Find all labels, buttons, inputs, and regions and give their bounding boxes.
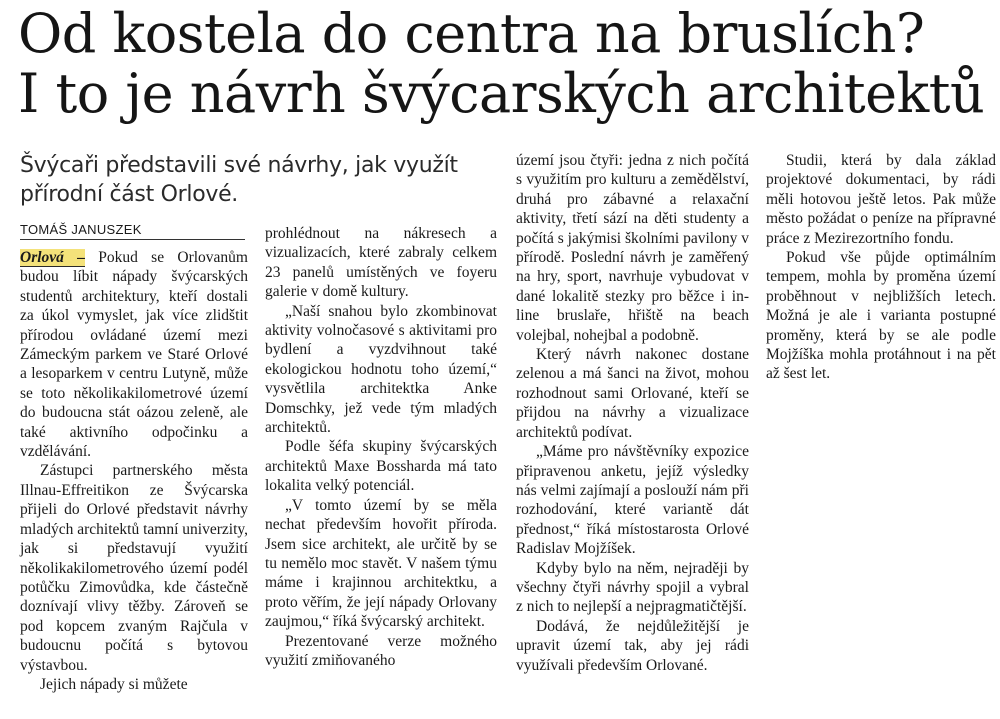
- paragraph: [20, 248, 248, 461]
- paragraph: Prezentované verze možného využití zmiňovaného: [265, 632, 497, 669]
- headline-line-2: I to je návrh švýcarských architektů: [18, 62, 985, 125]
- paragraph: Pokud vše půjde optimálním tempem, mohla by proměna území proběhnout v nejbližších letech. Možná je ale i varianta postupné proměny, která by se ale podle Mojžíška mohla protáhnout i na pět až šest let.: [766, 249, 996, 383]
- paragraph: Dodává, že nejdůležitější je upravit území tak, aby jej rádi využívali především Orlované.: [516, 617, 749, 674]
- column-2: [265, 224, 497, 670]
- paragraph: Podle šéfa skupiny švýcarských architektů Maxe Bossharda má tato lokalita velký potenciál.: [265, 438, 497, 495]
- column-4: [766, 151, 996, 384]
- headline-line-1: Od kostela do centra na bruslích?: [18, 2, 925, 65]
- lead-paragraph: Švýcaři představili své návrhy, jak využít přírodní část Orlové.: [20, 153, 458, 207]
- column-1: [20, 248, 248, 694]
- paragraph: Jejich nápady si můžete: [40, 675, 188, 693]
- column-3: [516, 151, 749, 675]
- paragraph: Který návrh nakonec dostane zelenou a má šanci na život, mohou rozhodnout sami Orlované, kteří se přijdou na návrhy a vizualizace architektů podívat.: [516, 346, 749, 441]
- paragraph: prohlédnout na nákresech a vizualizacích, které zabraly celkem 23 panelů umístěných ve foyeru galerie v domě kultury.: [265, 225, 497, 301]
- paragraph: území jsou čtyři: jedna z nich počítá s využitím pro kulturu a zemědělství, druhá pro zábavné a relaxační aktivity, třetí sází na děti studenty a počítá s jakýmisi školními pavilony v přírodě. Poslední návrh je zaměřený na hry, sport, navrhuje vybudovat v dané lokalitě stezky pro běžce i in-line bruslaře, hřiště na beach volejbal, nohejbal a podobně.: [516, 152, 749, 344]
- headline: [18, 4, 993, 124]
- dateline: Orlová –: [20, 249, 85, 266]
- byline: TOMÁŠ JANUSZEK: [20, 222, 245, 240]
- paragraph: „Máme pro návštěvníky expozice připravenou anketu, jejíž výsledky nás velmi zajímají a poslouží nám při rozhodování, které variantě dát přednost,“ říká místostarosta Orlové Radislav Mojžíšek.: [516, 443, 749, 558]
- paragraph: Studii, která by dala základ projektové dokumentaci, by rádi měli hotovou ještě letos. Pak může město požádat o peníze na přípravné práce z Mezirezortního fondu.: [766, 152, 996, 247]
- paragraph: „Naší snahou bylo zkombinovat aktivity volnočasové s aktivitami pro bydlení a vyzdvihnout také ekologickou hodnotu toho území,“ vysvětlila architektka Anke Domschky, jež vede tým mladých architektů.: [265, 302, 497, 437]
- paragraph-text: Pokud se Orlovanům budou líbit nápady švýcarských studentů architektury, kteří dostali za úkol vymyslet, jak více zlidštit přírodou ovládané území mezi Zámeckým parkem ve Staré Orlové a lesoparkem v centru Lutyně, může se toto několikakilometrové území do budoucna stát oázou zeleně, ale také aktivního odpočinku a vzdělávání.: [20, 249, 248, 461]
- paragraph: „V tomto území by se měla nechat především hovořit příroda. Jsem sice architekt, ale určitě by se tu nemělo moc stavět. V našem týmu máme i krajinnou architektku, a proto věřím, že její nápady Orlovany zaujmou,“ říká švýcarský architekt.: [265, 496, 497, 631]
- paragraph: Zástupci partnerského města Illnau-Effreitikon ze Švýcarska přijeli do Orlové představit návrhy mladých architektů tamní univerzity, jak si představují využití několikakilometrového území podél potůčku Zimovůdka, kde částečně doznívají vlivy těžby. Zároveň se pod kopcem zvaným Rajčula v budoucnu počítá s bytovou výstavbou.: [20, 462, 248, 674]
- paragraph: Kdyby bylo na něm, nejraději by všechny čtyři návrhy spojil a vybral z nich to nejlepší a nejpragmatičtější.: [516, 559, 749, 616]
